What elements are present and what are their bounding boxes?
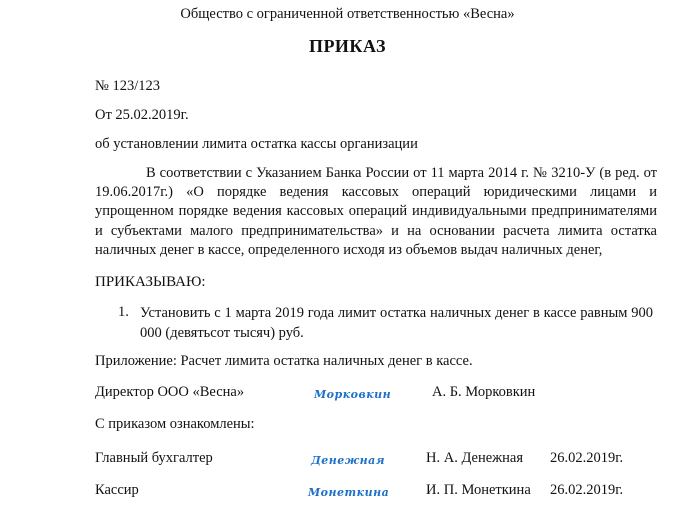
director-signature: Морковкин	[314, 388, 392, 401]
director-position: Директор ООО «Весна»	[95, 384, 245, 400]
acquaintance-date: 26.02.2019г.	[550, 482, 624, 498]
attachment-note: Приложение: Расчет лимита остатка наличных денег в кассе.	[95, 353, 473, 369]
employee-position: Главный бухгалтер	[95, 450, 213, 466]
order-subject: об установлении лимита остатка кассы организации	[95, 136, 418, 152]
order-command: ПРИКАЗЫВАЮ:	[95, 274, 206, 290]
list-item-number: 1.	[118, 304, 129, 320]
acquainted-label: С приказом ознакомлены:	[95, 416, 255, 432]
employee-name: Н. А. Денежная	[426, 450, 524, 466]
employee-name: И. П. Монеткина	[426, 482, 531, 498]
employee-position: Кассир	[95, 482, 139, 498]
employee-signature: Денежная	[311, 454, 386, 467]
document-title: ПРИКАЗ	[308, 36, 387, 56]
director-name: А. Б. Морковкин	[432, 384, 536, 400]
list-item-text: Установить с 1 марта 2019 года лимит остатка наличных денег в кассе равным 900 000 (девятьсот тысяч) руб.	[140, 305, 653, 341]
order-number: № 123/123	[95, 78, 160, 94]
acquaintance-date: 26.02.2019г.	[550, 450, 624, 466]
organization-name: Общество с ограниченной ответственностью «Весна»	[180, 6, 515, 22]
order-date: От 25.02.2019г.	[95, 107, 189, 123]
employee-signature: Монеткина	[308, 486, 390, 499]
order-preamble: В соответствии с Указанием Банка России от 11 марта 2014 г. № 3210-У (в ред. от 19.06.2017г.) «О порядке ведения кассовых операций юридическими лицами и упрощенном порядке ведения кассовых операций индивидуальными предпринимателями и субъектами малого предпринимательства» и на основании расчета лимита остатка наличных денег в кассе, определенного исходя из объемов выдач наличных денег,	[95, 165, 657, 258]
